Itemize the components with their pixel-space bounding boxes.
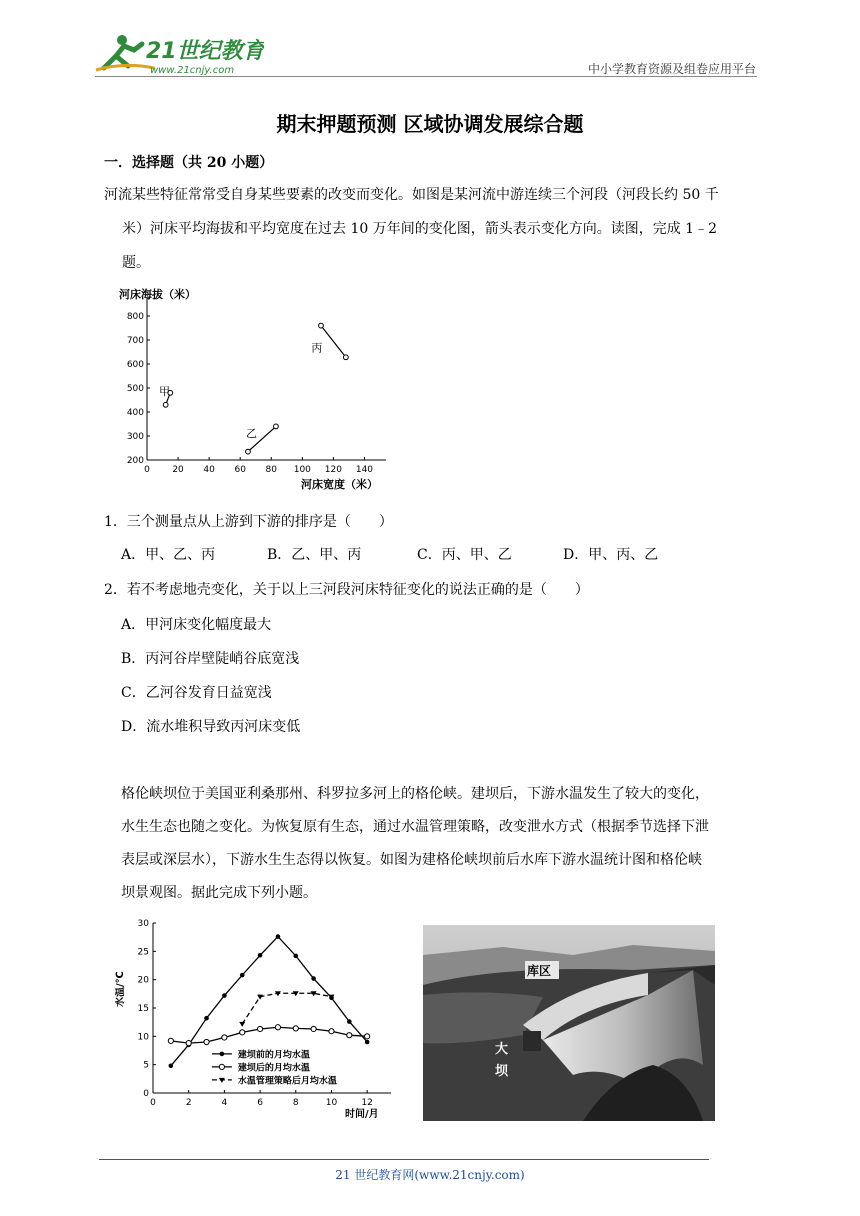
option-c[interactable]: C．乙河谷发育日益宽浅	[121, 685, 272, 701]
data-point	[239, 1022, 245, 1027]
option-b[interactable]: B．乙、甲、丙	[267, 547, 362, 563]
y-tick-label: 5	[143, 1060, 149, 1071]
data-point	[365, 1040, 370, 1045]
data-point	[186, 1041, 191, 1046]
data-point	[204, 1016, 209, 1021]
dam-label-2: 坝	[495, 1064, 509, 1079]
data-point	[274, 424, 279, 429]
svg-text:www.21cnjy.com: www.21cnjy.com	[150, 65, 235, 76]
svg-text:21世纪教育: 21世纪教育	[146, 39, 264, 64]
x-tick-label: 10	[325, 1098, 338, 1108]
x-tick-label: 8	[292, 1098, 299, 1108]
section-heading: 一．选择题（共 20 小题）	[104, 155, 274, 171]
legend-marker	[219, 1064, 224, 1069]
dam-label-1: 大	[495, 1042, 509, 1057]
data-point	[293, 1026, 298, 1031]
passage-2-line: 水生生态也随之变化。为恢复原有生态，通过水温管理策略，改变泄水方式（根据季节选择下泄	[121, 819, 709, 835]
x-tick-label: 40	[203, 465, 215, 475]
data-point	[258, 953, 263, 958]
x-tick-label: 6	[257, 1098, 263, 1108]
x-tick-label: 20	[172, 465, 184, 475]
y-tick-label: 25	[137, 947, 149, 958]
data-point	[311, 1026, 316, 1031]
option-d[interactable]: D．甲、丙、乙	[563, 547, 659, 563]
x-tick-label: 60	[234, 465, 246, 475]
header-divider	[95, 76, 757, 77]
question-1-stem: 1．三个测量点从上游到下游的排序是（ ）	[104, 514, 393, 530]
data-point	[311, 976, 316, 981]
footer-text: 21 世纪教育网(www.21cnjy.com)	[335, 1168, 525, 1182]
series-label: 乙	[245, 427, 257, 440]
series-line	[242, 993, 331, 1024]
data-point	[168, 1038, 173, 1043]
y-tick-label: 600	[126, 360, 144, 370]
data-point	[275, 1025, 280, 1030]
x-tick-label: 0	[150, 1098, 156, 1108]
legend-label: 建坝前的月均水温	[237, 1050, 310, 1061]
page-title: 期末押题预测 区域协调发展综合题	[276, 112, 584, 136]
passage-2-line: 格伦峡坝位于美国亚利桑那州、科罗拉多河上的格伦峡。建坝后，下游水温发生了较大的变化，	[121, 786, 709, 802]
y-tick-label: 800	[126, 312, 144, 322]
data-point	[240, 1030, 245, 1035]
option-a[interactable]: A．甲、乙、丙	[121, 547, 216, 563]
data-point	[246, 449, 251, 454]
y-tick-label: 10	[137, 1032, 149, 1043]
data-point	[365, 1034, 370, 1039]
data-point	[222, 1035, 227, 1040]
question-1-options	[121, 544, 658, 564]
data-point	[163, 402, 168, 407]
chart1-xlabel: 河床宽度（米）	[301, 478, 378, 491]
data-point	[257, 1026, 262, 1031]
y-tick-label: 20	[137, 975, 149, 986]
y-tick-label: 30	[137, 919, 149, 929]
data-point	[240, 973, 245, 978]
y-tick-label: 0	[143, 1089, 149, 1099]
passage-2-line: 坝景观图。据此完成下列小题。	[121, 885, 317, 901]
site-logo	[94, 28, 264, 78]
legend-label: 建坝后的月均水温	[237, 1063, 310, 1074]
x-tick-label: 12	[361, 1098, 373, 1108]
data-point	[329, 1029, 334, 1034]
passage-1-line: 题。	[122, 255, 150, 271]
water-temp-chart	[115, 915, 405, 1120]
series-line	[321, 326, 346, 358]
footer-divider	[99, 1159, 709, 1160]
legend-marker	[220, 1052, 225, 1057]
series-line	[171, 1027, 367, 1043]
y-tick-label: 500	[126, 384, 144, 394]
data-point	[347, 1033, 352, 1038]
data-point	[169, 1064, 174, 1069]
header-platform-text: 中小学教育资源及组卷应用平台	[587, 62, 756, 76]
question-2-stem: 2．若不考虑地壳变化，关于以上三河段河床特征变化的说法正确的是（ ）	[104, 582, 589, 598]
x-tick-label: 2	[185, 1098, 192, 1108]
reservoir-label: 库区	[527, 964, 552, 978]
x-tick-label: 0	[144, 465, 150, 475]
x-tick-label: 100	[293, 465, 311, 475]
data-point	[276, 934, 281, 939]
data-point	[204, 1039, 209, 1044]
data-point	[257, 995, 263, 1000]
x-tick-label: 4	[221, 1098, 228, 1108]
y-tick-label: 400	[126, 408, 144, 418]
passage-1	[104, 178, 764, 280]
legend-label: 水温管理策略后月均水温	[237, 1076, 337, 1087]
dam-photo	[423, 925, 715, 1121]
y-tick-label: 700	[126, 336, 144, 346]
series-line	[171, 937, 367, 1066]
y-tick-label: 15	[137, 1004, 149, 1014]
chart2-ylabel: 水温/℃	[115, 971, 126, 1007]
data-point	[343, 355, 348, 360]
option-a[interactable]: A．甲河床变化幅度最大	[121, 617, 272, 633]
chart1-ylabel: 河床海拔（米）	[119, 288, 196, 301]
x-tick-label: 120	[324, 465, 342, 475]
passage-1-line: 米）河床平均海拔和平均宽度在过去 10 万年间的变化图，箭头表示变化方向。读图，完成 1﹣2	[122, 221, 717, 237]
option-b[interactable]: B．丙河谷岸壁陡峭谷底宽浅	[121, 651, 300, 667]
passage-1-line: 河流某些特征常常受自身某些要素的改变而变化。如图是某河流中游连续三个河段（河段长约 50 千	[104, 187, 719, 203]
passage-2	[121, 778, 761, 910]
data-point	[347, 1019, 352, 1024]
x-tick-label: 140	[355, 465, 374, 475]
data-point	[319, 323, 324, 328]
chart2-xlabel: 时间/月	[345, 1109, 379, 1120]
passage-2-line: 表层或深层水），下游水生生态得以恢复。如图为建格伦峡坝前后水库下游水温统计图和格伦峡	[121, 852, 702, 868]
data-point	[222, 993, 227, 998]
series-label: 丙	[311, 341, 323, 355]
y-tick-label: 200	[126, 456, 144, 466]
option-c[interactable]: C．丙、甲、乙	[417, 547, 512, 563]
y-tick-label: 300	[126, 432, 144, 442]
series-label: 甲	[158, 384, 170, 398]
x-tick-label: 80	[265, 465, 277, 475]
data-point	[293, 954, 298, 959]
riverbed-chart	[115, 282, 395, 494]
option-d[interactable]: D．流水堆积导致丙河床变低	[121, 719, 301, 735]
